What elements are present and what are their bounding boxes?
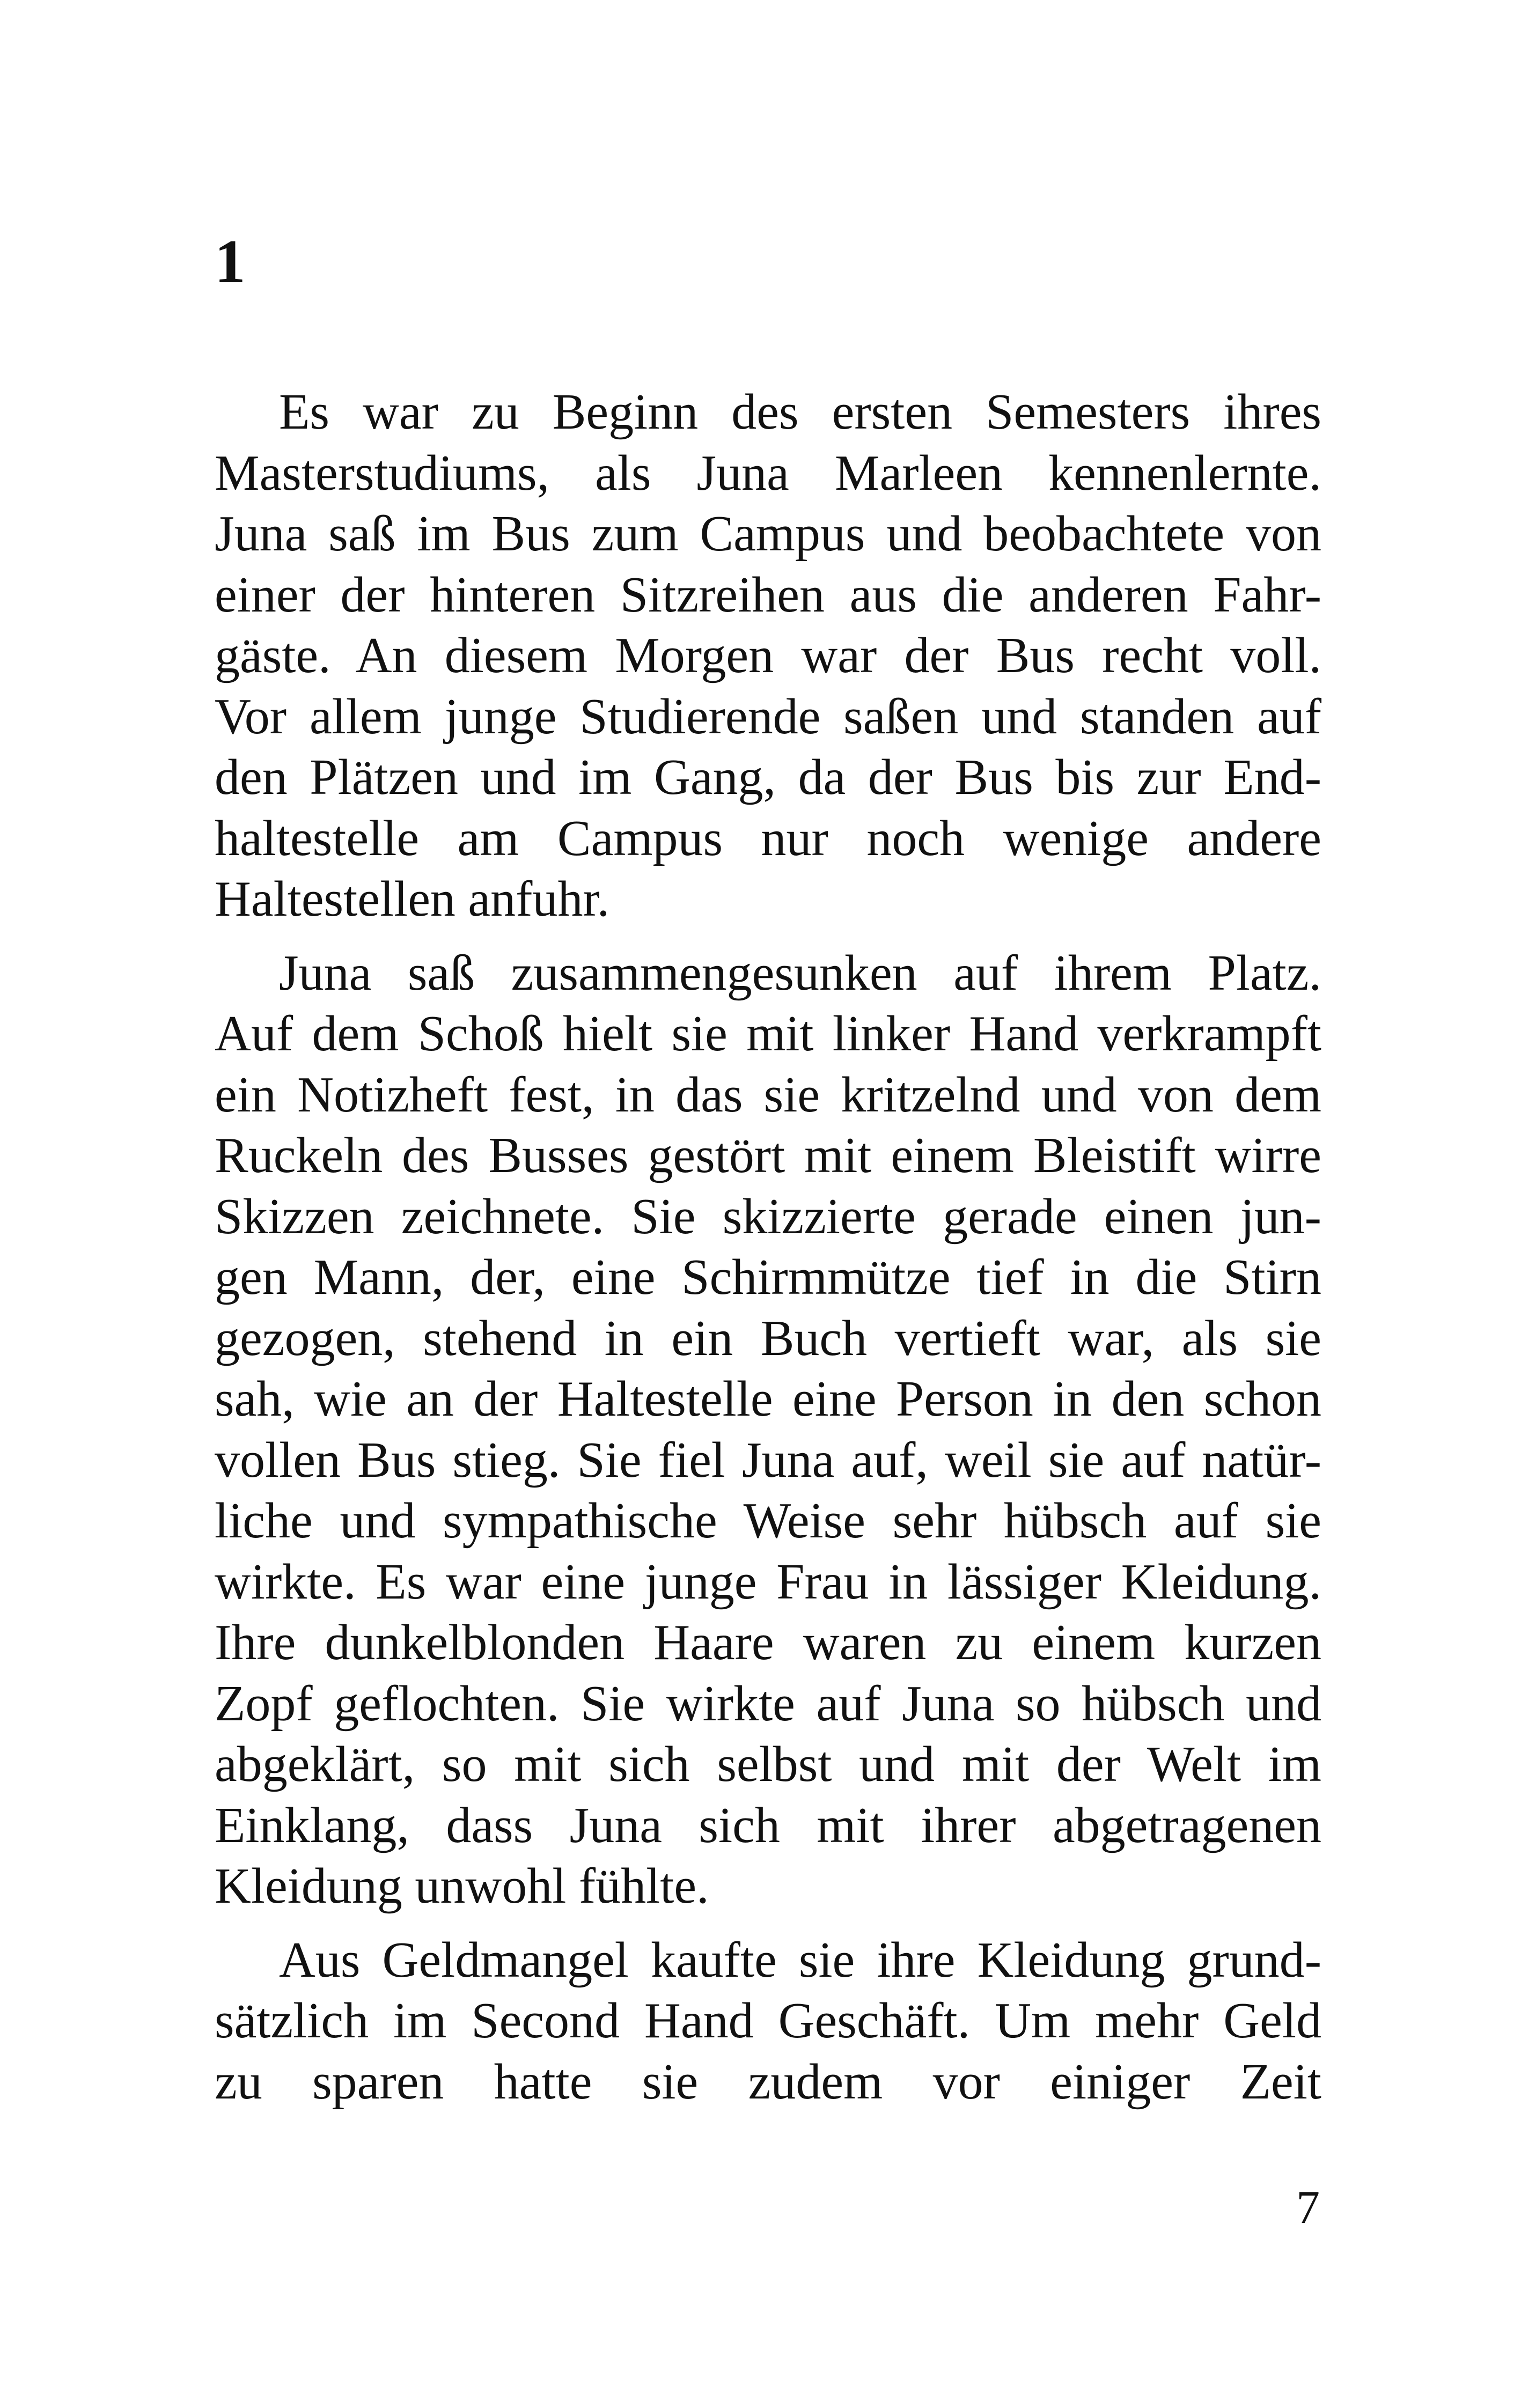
text-line: Aus Geldmangel kaufte sie ihre Kleidung grund- xyxy=(279,1932,1321,1988)
text-line: zu sparen hatte sie zudem vor einiger Zeit xyxy=(215,2053,1321,2110)
body-text xyxy=(215,382,1321,2112)
paragraph xyxy=(215,943,1321,1917)
text-line: Es war zu Beginn des ersten Semesters ihres xyxy=(279,384,1321,440)
text-line: wirkte. Es war eine junge Frau in lässiger Kleidung. xyxy=(215,1553,1321,1610)
text-line: Kleidung unwohl fühlte. xyxy=(215,1858,709,1914)
text-line: Skizzen zeichnete. Sie skizzierte gerade einen jun- xyxy=(215,1188,1321,1244)
text-line: Ihre dunkelblonden Haare waren zu einem kurzen xyxy=(215,1615,1321,1670)
text-line: Ruckeln des Busses gestört mit einem Bleistift wirre xyxy=(215,1128,1321,1183)
text-line: Juna saß im Bus zum Campus und beobachtete von xyxy=(215,506,1321,562)
chapter-number: 1 xyxy=(215,227,246,296)
text-line: Zopf geflochten. Sie wirkte auf Juna so hübsch und xyxy=(215,1675,1321,1732)
text-line: sätzlich im Second Hand Geschäft. Um mehr Geld xyxy=(215,1993,1321,2049)
text-line: gen Mann, der, eine Schirmmütze tief in die Stirn xyxy=(215,1249,1321,1305)
text-line: sah, wie an der Haltestelle eine Person in den schon xyxy=(215,1371,1321,1427)
text-line: gezogen, stehend in ein Buch vertieft war, als sie xyxy=(215,1310,1321,1366)
paragraph xyxy=(215,1930,1321,2113)
text-line: Vor allem junge Studierende saßen und standen auf xyxy=(215,688,1321,745)
text-line: Einklang, dass Juna sich mit ihrer abgetragenen xyxy=(215,1797,1321,1853)
text-line: ein Notizheft fest, in das sie kritzelnd und von dem xyxy=(215,1066,1321,1123)
text-line: Juna saß zusammengesunken auf ihrem Platz. xyxy=(279,945,1321,1001)
text-line: einer der hinteren Sitzreihen aus die anderen Fahr- xyxy=(215,566,1321,623)
text-line: haltestelle am Campus nur noch wenige andere xyxy=(215,810,1321,866)
text-line: Auf dem Schoß hielt sie mit linker Hand verkrampft xyxy=(215,1006,1321,1062)
text-line: vollen Bus stieg. Sie fiel Juna auf, weil sie auf natür- xyxy=(215,1432,1321,1488)
paragraph xyxy=(215,382,1321,930)
text-line: Haltestellen anfuhr. xyxy=(215,871,610,927)
text-line: liche und sympathische Weise sehr hübsch auf sie xyxy=(215,1493,1321,1549)
text-line: gäste. An diesem Morgen war der Bus recht voll. xyxy=(215,628,1321,683)
text-line: abgeklärt, so mit sich selbst und mit der Welt im xyxy=(215,1736,1321,1792)
text-line: Masterstudiums, als Juna Marleen kennenlernte. xyxy=(215,445,1321,501)
text-line: den Plätzen und im Gang, da der Bus bis zur End- xyxy=(215,749,1321,805)
page-number: 7 xyxy=(1296,2182,1320,2234)
